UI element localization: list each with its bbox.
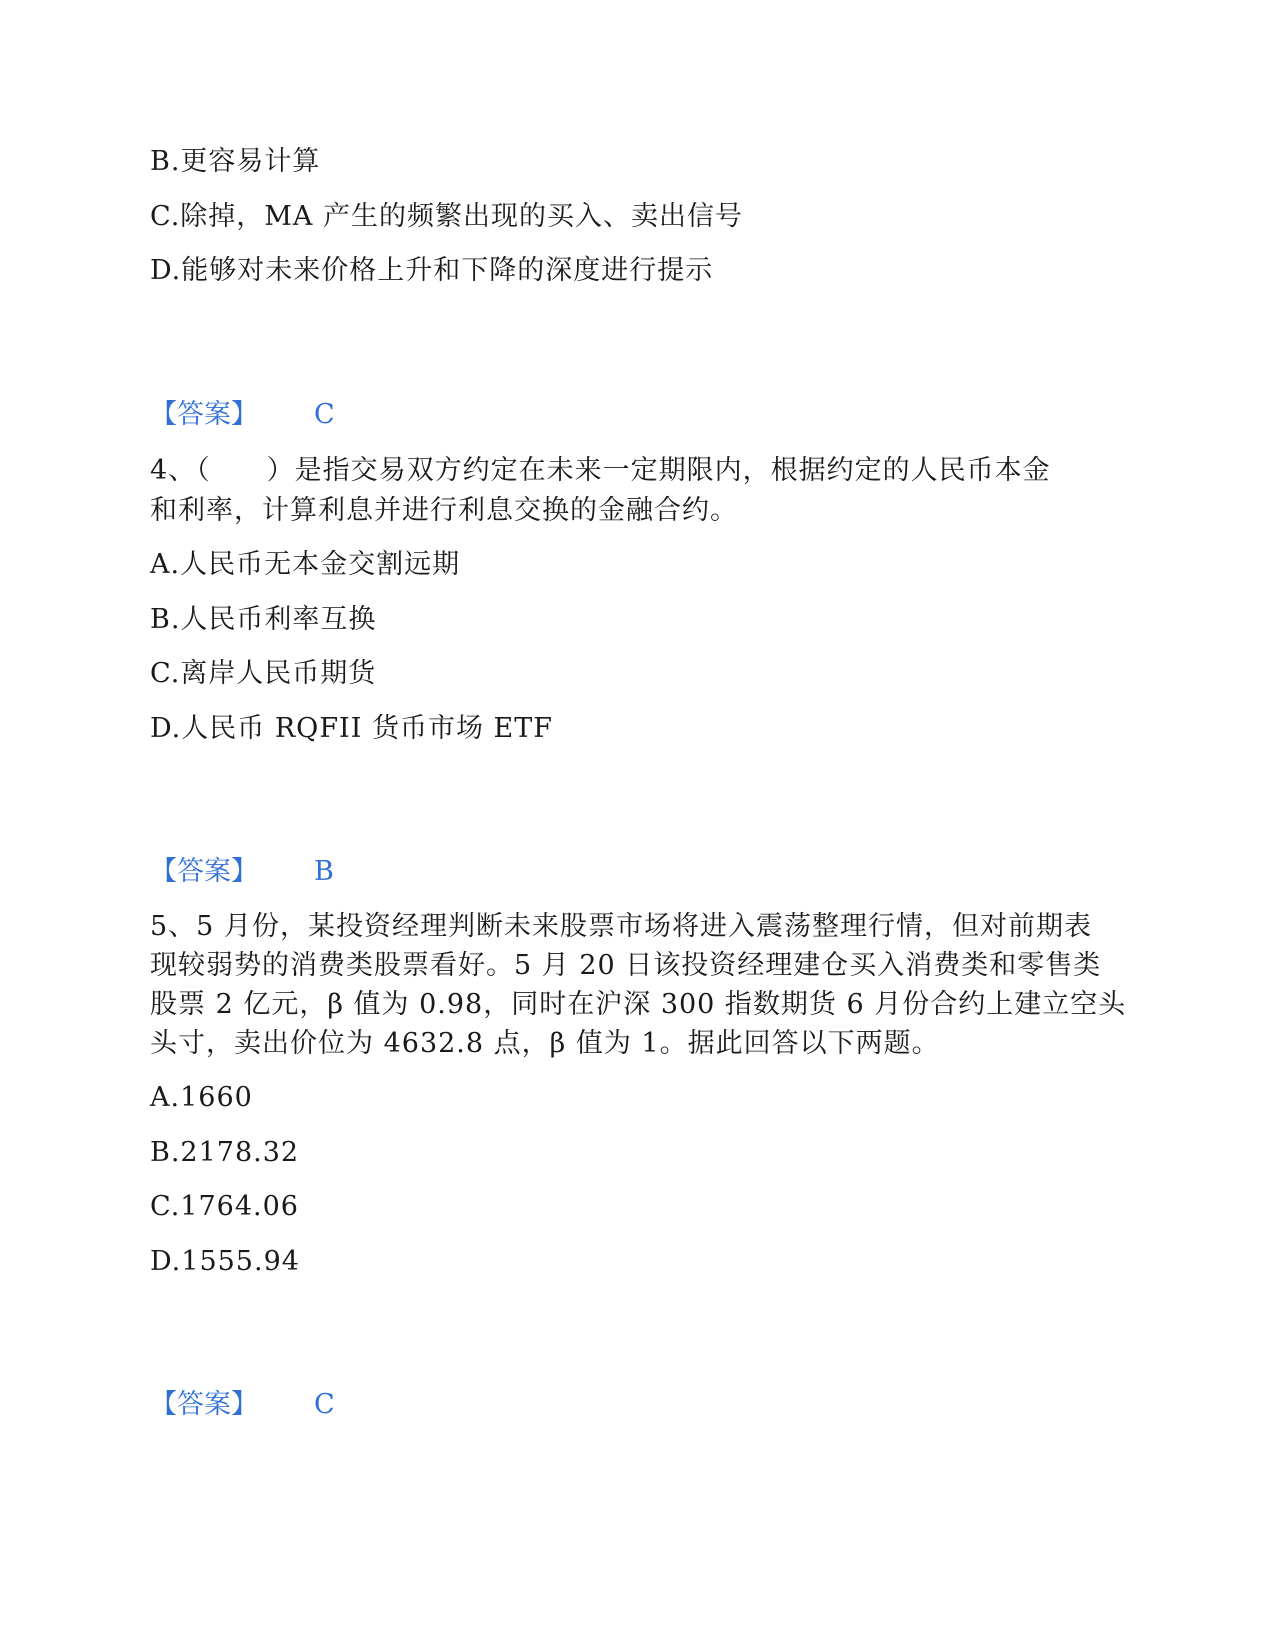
q4-option-d: D.人民币 RQFII 货币市场 ETF (150, 713, 553, 744)
q5-stem-line-1: 5、5 月份，某投资经理判断未来股票市场将进入震荡整理行情，但对前期表 (150, 911, 1092, 942)
answer-value: C (314, 399, 335, 430)
q3-option-d: D.能够对未来价格上升和下降的深度进行提示 (150, 255, 714, 286)
answer-value: B (314, 856, 334, 887)
answer-label: 【答案】 (150, 1389, 258, 1420)
q5-stem-line-2: 现较弱势的消费类股票看好。5 月 20 日该投资经理建仓买入消费类和零售类 (150, 950, 1102, 981)
q5-stem-line-4: 头寸，卖出价位为 4632.8 点，β 值为 1。据此回答以下两题。 (150, 1028, 940, 1059)
q4-option-a: A.人民币无本金交割远期 (150, 549, 461, 580)
q4-option-c: C.离岸人民币期货 (150, 658, 377, 689)
q5-option-b: B.2178.32 (150, 1137, 300, 1168)
q5-answer (150, 1385, 335, 1425)
answer-value: C (314, 1389, 335, 1420)
q5-option-c: C.1764.06 (150, 1191, 299, 1222)
q4-answer (150, 852, 334, 892)
q5-option-a: A.1660 (150, 1082, 253, 1113)
q4-option-b: B.人民币利率互换 (150, 604, 377, 635)
answer-label: 【答案】 (150, 399, 258, 430)
q3-answer (150, 395, 335, 435)
q3-option-c: C.除掉，MA 产生的频繁出现的买入、卖出信号 (150, 201, 744, 232)
q3-option-b: B.更容易计算 (150, 146, 321, 177)
q4-stem-line-1: 4、（ ）是指交易双方约定在未来一定期限内，根据约定的人民币本金 (150, 455, 1051, 486)
q5-option-d: D.1555.94 (150, 1246, 300, 1277)
q4-stem-line-2: 和利率，计算利息并进行利息交换的金融合约。 (150, 495, 738, 526)
q5-stem-line-3: 股票 2 亿元，β 值为 0.98，同时在沪深 300 指数期货 6 月份合约上建立空头 (150, 989, 1127, 1020)
answer-label: 【答案】 (150, 856, 258, 887)
